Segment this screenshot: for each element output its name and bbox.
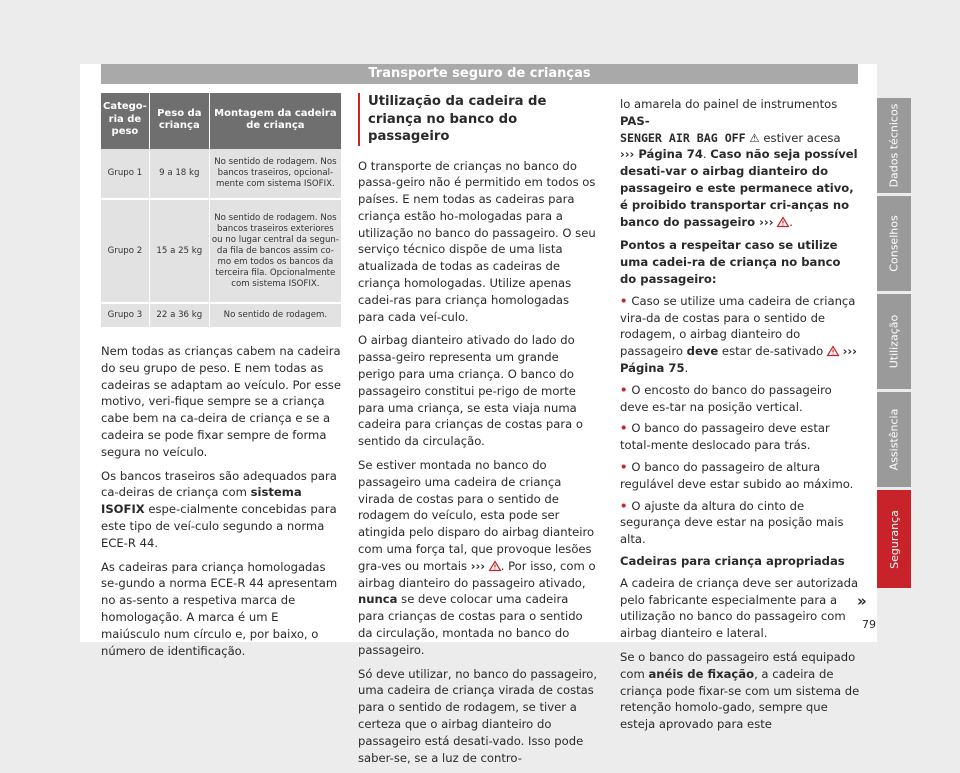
bullet-icon: • [620,459,628,474]
table-cell: 9 a 18 kg [149,149,209,199]
tab-seguranca[interactable] [877,490,911,588]
text-span: estiver acesa [759,130,841,145]
text-span: espe-cialmente concebidas para este tipo de veí-culo segundo a norma ECE-R 44. [101,502,337,550]
list-item [620,420,860,454]
indicator-label: SENGER AIR BAG OFF [620,130,746,145]
text-span: . [684,360,689,375]
table-header-cell: Peso da criança [149,93,209,149]
tab-label: Dados técnicos [887,103,901,188]
text-span: Se o banco do passageiro está equipado com [620,649,856,681]
text-span: O ajuste da altura do cinto de segurança deve estar na posição mais alta. [620,498,844,547]
table-row [101,149,341,199]
text-span: Caso se utilize uma cadeira de criança vira-da de costas para o sentido de rodagem, o airbag dianteiro do passageiro [620,293,856,359]
page-header: Transporte seguro de crianças [101,64,858,84]
text-span: O banco do passageiro deve estar total-mente deslocado para trás. [620,421,830,453]
paragraph [620,96,860,230]
text-span: estar de-sativado [718,344,824,359]
airbag-off-icon: ⚠ [749,130,760,145]
tab-dados-tecnicos[interactable] [877,98,911,193]
paragraph: As cadeiras para criança homologadas se-gundo a norma ECE-R 44 apresentam no as-sento a respetiva marca de homologação. A marca é um E maiúsculo num círculo e, por baixo, o número de identificação. [101,559,338,658]
weight-group-table [101,93,341,329]
table-cell: Grupo 1 [101,149,149,199]
table-cell: Grupo 3 [101,303,149,328]
column-2 [358,93,598,773]
tab-label: Conselhos [887,215,901,272]
text-span: , a cadeira de criança pode fixar-se com um sistema de retenção homolo-gado, sempre que esteja aprovado para este [620,666,860,732]
table-row [101,303,341,328]
subheading: Cadeiras para criança apropriadas [620,553,845,568]
text-span: O encosto do banco do passageiro deve es-tar na posição vertical. [620,382,832,414]
text-span: O banco do passageiro de altura regulável deve estar subido ao máximo. [620,459,854,491]
table-row [101,199,341,303]
table-header-row [101,93,341,149]
tab-conselhos[interactable] [877,196,911,291]
text-span: Se estiver montada no banco do passageiro uma cadeira de criança virada de costas para o sentido de rodagem do veículo, esta pode ser atingida pelo disparo do airbag dianteiro com uma força tal, que provoque lesões gra-ves ou mortais [358,458,595,573]
paragraph: O airbag dianteiro ativado do lado do passa-geiro representa um grande perigo para uma criança. O banco do passageiro constitui pe-rigo de morte para uma criança, se esta viaja numa cadeira para crianças de costas para o sentido da circulação. [358,333,583,449]
column-3 [620,96,860,740]
table-cell: 22 a 36 kg [149,303,209,328]
bold-term: PAS- [620,113,650,128]
cross-reference-link[interactable]: ››› [470,558,486,573]
bold-term: sistema ISOFIX [101,485,302,517]
bullet-icon: • [620,498,628,513]
column-1 [101,93,341,666]
tab-utilizacao[interactable] [877,294,911,389]
tab-label: Assistência [887,408,901,471]
text-span: lo amarela do painel de instrumentos [620,97,838,111]
text-span: . [789,214,793,229]
bullet-icon: • [620,293,628,308]
paragraph: O transporte de crianças no banco do passa-geiro não é permitido em todos os países. E nem todas as cadeiras para criança estão ho-mologadas para a utilização no banco do passageiro. O seu serviço técnico dispõe de uma lista atualizada de todas as cadeiras de criança homologadas. Utilize apenas cadei-ras para criança homologadas para cada veí-culo. [358,158,596,324]
bold-term: nunca [358,592,398,607]
tab-label: Utilização [887,314,901,369]
bold-warning-text: Caso não seja possível desati-var o airbag dianteiro do passageiro e este permanece ativo, é proibido transportar cri-anças no banco do passageiro ››› [620,147,858,229]
paragraph [620,649,860,733]
warning-icon [827,346,839,356]
bullet-icon: • [620,382,628,397]
table-cell: No sentido de rodagem. Nos bancos traseiros exteriores ou no lugar central da segun-da fila de bancos assim co-mo em todos os bancos da terceira fila. Opcionalmente com sistema ISOFIX. [209,199,341,303]
bold-term: anéis de fixação [648,666,755,681]
tab-label: Segurança [887,509,901,569]
warning-icon [777,217,789,227]
page-reference-link[interactable]: ››› Página 74 [620,147,703,162]
list-item [620,293,860,377]
bullet-icon: • [620,421,628,436]
text-span: . [702,147,711,162]
table-cell: Grupo 2 [101,199,149,303]
paragraph: Só deve utilizar, no banco do passageiro, uma cadeira de criança virada de costas para o sentido de rodagem, se tiver a certeza que o airbag dianteiro do passageiro está desati-vado. Isso pode saber-se, se a luz de contro- [358,666,598,765]
page-reference-link[interactable]: ››› Página 75 [620,344,857,375]
paragraph [358,457,598,659]
list-item [620,498,860,548]
paragraph [101,468,341,552]
paragraph: A cadeira de criança deve ser autorizada pelo fabricante especialmente para a utilização no banco do passageiro com airbag dianteiro e lateral. [620,575,859,641]
paragraph: Nem todas as crianças cabem na cadeira do seu grupo de peso. E nem todas as cadeiras se adaptam ao veículo. Por esse motivo, veri-fique sempre se a criança cabe bem na ca-deira de criança e se a cadeira se pode fixar sempre de forma segura no veículo. [101,344,341,459]
text-span: Os bancos traseiros são adequados para ca-deiras de criança com [101,468,337,500]
table-cell: No sentido de rodagem. Nos bancos traseiros, opcional-mente com sistema ISOFIX. [209,149,341,199]
bold-term: deve [686,344,719,359]
text-span: . Por isso, com o airbag dianteiro do passageiro ativado, [358,558,596,590]
section-title: Utilização da cadeira de criança no banco do passageiro [358,93,598,146]
tab-assistencia[interactable] [877,392,911,487]
table-header-cell: Montagem da cadeira de criança [209,93,341,149]
table-cell: No sentido de rodagem. [209,303,341,328]
subheading: Pontos a respeitar caso se utilize uma cadei-ra de criança no banco do passageiro: [620,238,841,286]
page-number: 79 [862,618,876,631]
table-header-cell: Catego-ria de peso [101,93,149,149]
text-span: se deve colocar uma cadeira para crianças de costas para o sentido da circulação, montada no banco do passageiro. [358,592,583,657]
table-cell: 15 a 25 kg [149,199,209,303]
continue-arrow-icon: » [857,592,867,610]
list-item [620,459,860,493]
list-item [620,382,860,416]
warning-icon [489,561,501,571]
